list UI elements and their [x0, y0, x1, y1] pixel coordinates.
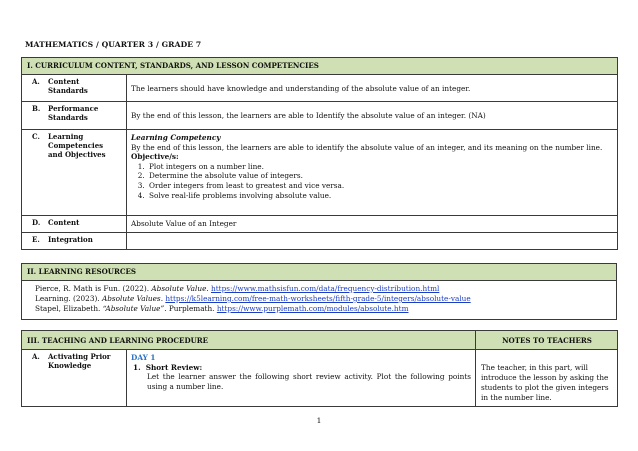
- performance-standards-row: [22, 102, 618, 130]
- references-list: [22, 281, 616, 317]
- objective-item: 2. Determine the absolute value of integers.: [147, 171, 613, 181]
- competencies-value-cell: [127, 130, 618, 216]
- reference-title: Absolute Values: [101, 294, 161, 303]
- content-row: [22, 216, 618, 233]
- reference-author: Stapel, Elizabeth.: [35, 304, 103, 313]
- label-line: Standards: [48, 85, 88, 95]
- references-cell: [22, 281, 617, 320]
- competencies-row: [22, 130, 618, 216]
- label-line: Knowledge: [48, 360, 92, 370]
- label-line: Competencies: [48, 140, 104, 150]
- section-3-title: III. TEACHING AND LEARNING PROCEDURE: [27, 335, 209, 345]
- reference-item: [35, 284, 612, 294]
- section-2-title: II. LEARNING RESOURCES: [27, 267, 137, 276]
- day-label: DAY 1: [131, 353, 156, 362]
- document-header: MATHEMATICS / QUARTER 3 / GRADE 7: [25, 40, 202, 49]
- performance-standards-value: By the end of this lesson, the learners are able to Identify the absolute value of an integer. (NA): [131, 111, 486, 121]
- integration-value-cell: [127, 233, 618, 250]
- content-value-cell: [127, 216, 618, 233]
- label-line: Performance: [48, 104, 99, 113]
- procedure-table: [21, 330, 618, 407]
- objectives-list: [131, 162, 613, 200]
- reference-author: Pierce, R. Math is Fun. (2022).: [35, 284, 152, 293]
- reference-title: Absolute Value: [151, 284, 207, 293]
- row-letter: B.: [32, 104, 41, 113]
- objective-item: 1. Plot integers on a number line.: [147, 162, 613, 172]
- reference-link[interactable]: https://www.purplemath.com/modules/absolute.htm: [216, 304, 409, 313]
- row-letter: A.: [32, 352, 40, 361]
- notes-cell: [476, 350, 618, 407]
- competency-text: By the end of this lesson, the learners are able to identify the absolute value of an integer, and its meaning on the number line.: [131, 142, 603, 152]
- review-text: Let the learner answer the following short review activity. Plot the following points using a number line.: [147, 372, 471, 391]
- learning-resources-table: [21, 263, 617, 320]
- notes-title: NOTES TO TEACHERS: [502, 335, 592, 345]
- objective-item: 4. Solve real-life problems involving absolute value.: [147, 191, 613, 201]
- reference-separator: . Purplemath.: [164, 304, 217, 313]
- section-2-header: [22, 264, 617, 281]
- activating-row: [22, 350, 618, 407]
- reference-item: [35, 294, 612, 304]
- section-1-header: [22, 58, 618, 75]
- label-line: Content: [48, 77, 80, 86]
- label-line: and Objectives: [48, 149, 106, 159]
- competency-heading: Learning Competency: [131, 133, 221, 142]
- reference-link[interactable]: https://www.mathsisfun.com/data/frequency-distribution.html: [211, 284, 440, 293]
- section-1-title: I. CURRICULUM CONTENT, STANDARDS, AND LESSON COMPETENCIES: [27, 61, 319, 70]
- performance-standards-label: [22, 102, 127, 130]
- content-label: [22, 216, 127, 233]
- reference-separator: .: [206, 284, 212, 293]
- page-number: 1: [316, 416, 322, 425]
- row-letter: C.: [32, 132, 40, 141]
- integration-row: [22, 233, 618, 250]
- label-line: Content: [48, 218, 80, 227]
- objectives-heading: Objective/s:: [131, 152, 179, 162]
- review-heading: [131, 363, 471, 373]
- performance-standards-value-cell: [127, 102, 618, 130]
- item-title: Short Review:: [145, 362, 203, 372]
- curriculum-table: [21, 57, 618, 250]
- row-letter: E.: [32, 235, 40, 244]
- row-letter: D.: [32, 218, 41, 227]
- content-value: Absolute Value of an Integer: [131, 219, 237, 228]
- reference-separator: .: [160, 294, 166, 303]
- row-letter: A.: [32, 77, 40, 86]
- content-standards-row: [22, 75, 618, 102]
- integration-value: [127, 233, 617, 238]
- content-standards-value-cell: [127, 75, 618, 102]
- item-number: 1.: [133, 362, 141, 372]
- activating-content-cell: [127, 350, 476, 407]
- reference-item: [35, 304, 612, 314]
- content-standards-value: The learners should have knowledge and understanding of the absolute value of an integer.: [131, 83, 471, 93]
- objective-item: 3. Order integers from least to greatest and vice versa.: [147, 181, 613, 191]
- reference-title: “Absolute Value”: [102, 304, 165, 313]
- label-line: Activating Prior: [48, 352, 111, 361]
- reference-author: Learning. (2023).: [35, 294, 102, 303]
- label-line: Integration: [48, 235, 93, 244]
- activating-label: [22, 350, 127, 407]
- label-line: Learning: [48, 132, 84, 141]
- notes-header: [476, 331, 618, 350]
- competencies-label: [22, 130, 127, 216]
- reference-link[interactable]: https://k5learning.com/free-math-worksheets/fifth-grade-5/integers/absolute-value: [165, 294, 471, 303]
- integration-label: [22, 233, 127, 250]
- content-standards-label: [22, 75, 127, 102]
- notes-text: The teacher, in this part, will introduce the lesson by asking the students to plot the given integers in the number line.: [481, 363, 609, 402]
- label-line: Standards: [48, 112, 88, 122]
- section-3-header: [22, 331, 476, 350]
